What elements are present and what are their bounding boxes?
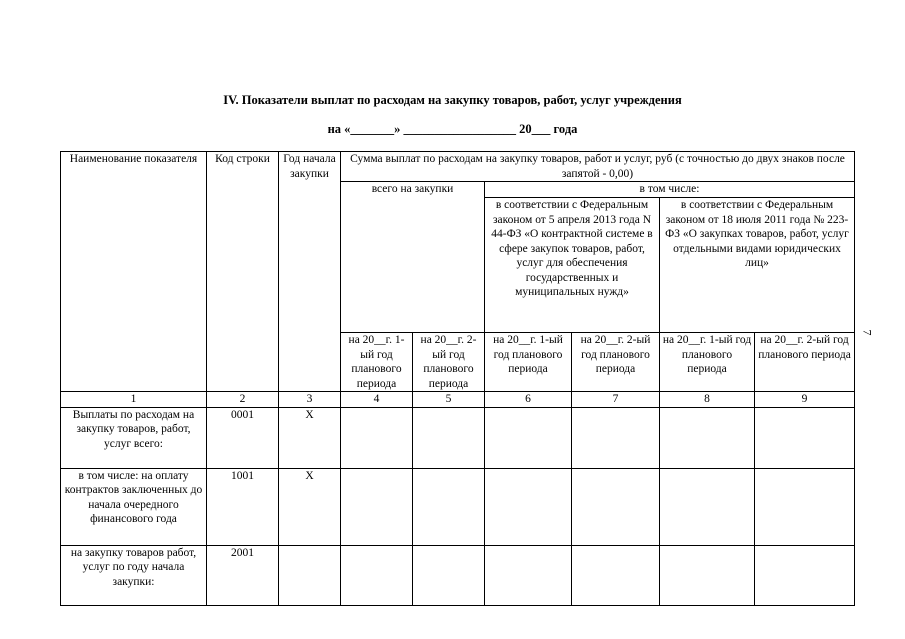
row-start-year: Х bbox=[279, 468, 341, 545]
column-number: 8 bbox=[660, 392, 755, 408]
column-number: 3 bbox=[279, 392, 341, 408]
column-number: 1 bbox=[61, 392, 207, 408]
row-start-year[interactable] bbox=[279, 545, 341, 605]
row-code: 0001 bbox=[207, 407, 279, 468]
value-cell[interactable] bbox=[755, 545, 855, 605]
header-period-col6: на 20__г. 1-ый год планового периода bbox=[485, 333, 572, 392]
header-law-44fz: в соответствии с Федеральным законом от 5 апреля 2013 года N 44-ФЗ «О контрактной системе в сфере закупок товаров, работ, услуг для обеспечения государственных и муниципальных нужд» bbox=[485, 198, 660, 333]
header-law-223fz: в соответствии с Федеральным законом от 18 июля 2011 года № 223-ФЗ «О закупках товаров, работ, услуг отдельными видами юридических лиц» bbox=[660, 198, 855, 333]
column-number-row bbox=[61, 392, 855, 408]
row-code: 1001 bbox=[207, 468, 279, 545]
value-cell[interactable] bbox=[755, 468, 855, 545]
column-number: 7 bbox=[572, 392, 660, 408]
value-cell[interactable] bbox=[572, 545, 660, 605]
value-cell[interactable] bbox=[413, 468, 485, 545]
column-number: 5 bbox=[413, 392, 485, 408]
value-cell[interactable] bbox=[341, 407, 413, 468]
value-cell[interactable] bbox=[660, 407, 755, 468]
value-cell[interactable] bbox=[485, 545, 572, 605]
header-period-col5: на 20__г. 2-ый год планового периода bbox=[413, 333, 485, 392]
header-start-year: Год начала закупки bbox=[279, 152, 341, 392]
header-row-code: Код строки bbox=[207, 152, 279, 392]
row-indicator-name: Выплаты по расходам на закупку товаров, работ, услуг всего: bbox=[61, 407, 207, 468]
header-period-col9: на 20__г. 2-ый год планового периода bbox=[755, 333, 855, 392]
row-code: 2001 bbox=[207, 545, 279, 605]
value-cell[interactable] bbox=[755, 407, 855, 468]
page-title: IV. Показатели выплат по расходам на закупку товаров, работ, услуг учреждения bbox=[223, 93, 682, 107]
row-indicator-name: в том числе: на оплату контрактов заключенных до начала очередного финансового года bbox=[61, 468, 207, 545]
value-cell[interactable] bbox=[660, 468, 755, 545]
value-cell[interactable] bbox=[341, 468, 413, 545]
column-number: 4 bbox=[341, 392, 413, 408]
table-row bbox=[61, 468, 855, 545]
header-period-col8: на 20__г. 1-ый год планового периода bbox=[660, 333, 755, 392]
header-including: в том числе: bbox=[485, 182, 855, 198]
column-number: 6 bbox=[485, 392, 572, 408]
value-cell[interactable] bbox=[413, 545, 485, 605]
value-cell[interactable] bbox=[660, 545, 755, 605]
value-cell[interactable] bbox=[485, 407, 572, 468]
value-cell[interactable] bbox=[413, 407, 485, 468]
page-number: 7 bbox=[860, 329, 875, 336]
header-period-col7: на 20__г. 2-ый год планового периода bbox=[572, 333, 660, 392]
header-payment-sum: Сумма выплат по расходам на закупку товаров, работ и услуг, руб (с точностью до двух знаков после запятой - 0,00) bbox=[341, 152, 855, 182]
value-cell[interactable] bbox=[572, 407, 660, 468]
value-cell[interactable] bbox=[341, 545, 413, 605]
column-number: 9 bbox=[755, 392, 855, 408]
header-indicator-name: Наименование показателя bbox=[61, 152, 207, 392]
row-indicator-name: на закупку товаров работ, услуг по году начала закупки: bbox=[61, 545, 207, 605]
table-row bbox=[61, 545, 855, 605]
report-date-line: на «_______» __________________ 20___ года bbox=[327, 122, 578, 136]
header-period-col4: на 20__г. 1-ый год планового периода bbox=[341, 333, 413, 392]
row-start-year: Х bbox=[279, 407, 341, 468]
procurement-payments-table bbox=[60, 151, 855, 606]
value-cell[interactable] bbox=[485, 468, 572, 545]
table-row bbox=[61, 407, 855, 468]
column-number: 2 bbox=[207, 392, 279, 408]
value-cell[interactable] bbox=[572, 468, 660, 545]
header-total-purchases: всего на закупки bbox=[341, 182, 485, 333]
